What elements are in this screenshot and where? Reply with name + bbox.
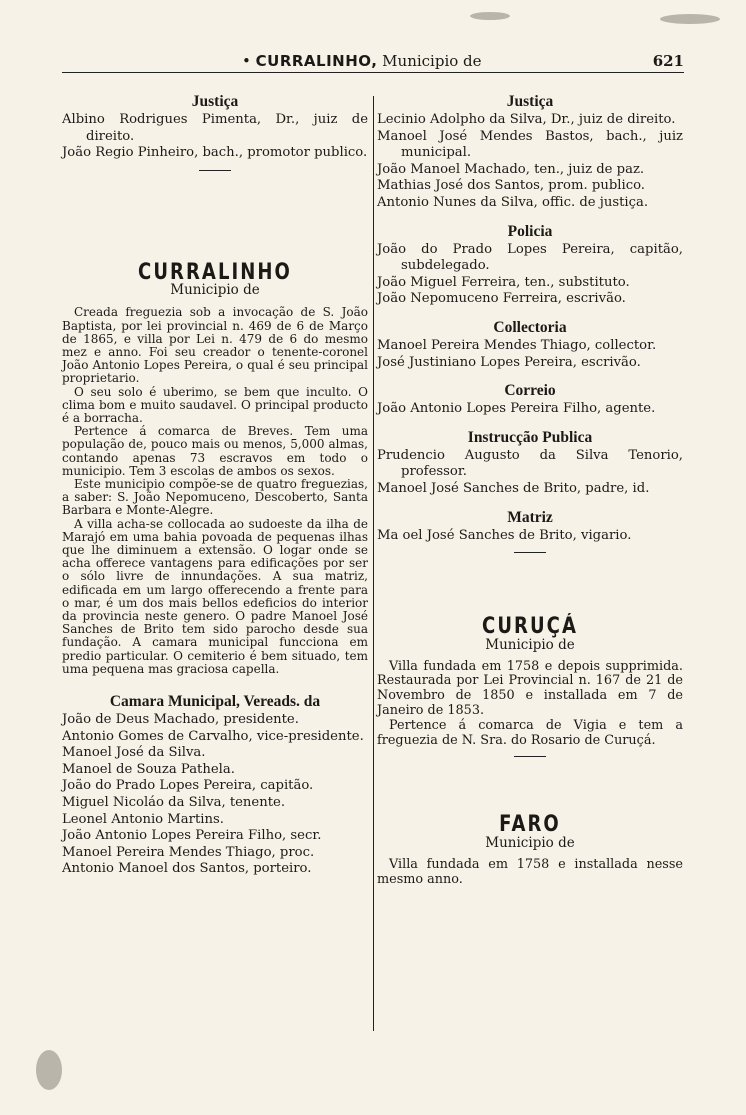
section-heading-collectoria: Collectoria — [493, 318, 567, 336]
paragraph: O seu solo é uberimo, se bem que inculto. O clima bom e muito saudavel. O principal producto é a borracha. — [62, 384, 368, 425]
list-item: Prudencio Augusto da Silva Tenorio, professor. — [377, 447, 683, 480]
paragraph: A villa acha-se collocada ao sudoeste da ilha de Marajó em uma bahia povoada de pequenas ilhas que lhe diminuem a extensão. O logar onde se acha offerece vantagens para edificações por ser o sólo livre de innundações. A sua matriz, edificada em um largo offerecendo a frente para o mar, é um dos mais bellos edeficios do interior da provincia neste genero. O padre Manoel José Sanches de Brito tem sido parocho desde sua fundação. A camara municipal funcciona em predio particular. O cemiterio é bem situado, tem uma pequena mas graciosa capella. — [62, 516, 368, 676]
list-item: Antonio Manoel dos Santos, porteiro. — [62, 861, 312, 877]
municipality-title-faro: FARO — [499, 812, 561, 838]
list-item: João Manoel Machado, ten., juiz de paz. — [377, 161, 645, 177]
list-item: João Regio Pinheiro, bach., promotor publico. — [62, 145, 368, 161]
paragraph: Creada freguezia sob a invocação de S. João Baptista, por lei provincial n. 469 de 6 de Março de 1865, e villa por Lei n. 479 de 6 do mesmo mez e anno. Foi seu creador o tenente-coronel João Antonio Lopes Pereira, o qual é seu principal proprietario. — [62, 305, 368, 386]
page-number: 621 — [652, 52, 684, 70]
list-item: Manoel de Souza Pathela. — [62, 761, 235, 777]
list-item: Lecinio Adolpho da Silva, Dr., juiz de direito. — [377, 112, 676, 127]
header-subtitle: Municipio de — [382, 52, 482, 70]
paragraph: Villa fundada em 1758 e installada nesse mesmo anno. — [377, 857, 683, 887]
list-item: João do Prado Lopes Pereira, capitão, subdelegado. — [377, 241, 683, 274]
ink-smudge-bottom-left — [36, 1050, 62, 1090]
divider — [514, 756, 546, 757]
section-heading-correio: Correio — [504, 382, 556, 400]
list-item: Manoel José Sanches de Brito, padre, id. — [377, 480, 650, 496]
municipality-subtitle: Municipio de — [170, 282, 260, 299]
ink-smudge-top-right — [660, 14, 720, 24]
page-header — [62, 50, 684, 73]
list-item: João de Deus Machado, presidente. — [62, 712, 299, 728]
list-item: João Nepomuceno Ferreira, escrivão. — [377, 291, 626, 307]
list-item: João Miguel Ferreira, ten., substituto. — [377, 274, 630, 290]
column-divider — [373, 96, 374, 1031]
list-item: João Antonio Lopes Pereira Filho, secr. — [62, 828, 322, 844]
paragraph: Pertence á comarca de Breves. Tem uma população de, pouco mais ou menos, 5,000 almas, contando apenas 73 escravos em todo o municipio. Tem 3 escolas de ambos os sexos. — [62, 424, 368, 478]
running-title: • CURRALINHO, Municipio de — [242, 52, 482, 70]
list-item: Antonio Nunes da Silva, offic. de justiça. — [377, 194, 649, 210]
divider — [199, 170, 231, 171]
paragraph: Pertence á comarca de Vigia e tem a freguezia de N. Sra. do Rosario de Curuçá. — [377, 717, 683, 748]
section-heading-policia: Policia — [507, 222, 553, 240]
list-item: Miguel Nicoláo da Silva, tenente. — [62, 795, 286, 811]
list-item: Mathias José dos Santos, prom. publico. — [377, 178, 645, 194]
left-column — [62, 92, 368, 878]
divider — [514, 552, 546, 553]
section-heading-instruccao: Instrucção Publica — [467, 428, 593, 446]
list-item: João do Prado Lopes Pereira, capitão. — [62, 778, 314, 794]
list-item: Leonel Antonio Martins. — [62, 811, 224, 827]
paragraph: Este municipio compõe-se de quatro freguezias, a saber: S. João Nepomuceno, Descoberto, Santa Barbara e Monte-Alegre. — [62, 477, 368, 518]
municipality-title-curralinho: CURRALINHO — [138, 259, 292, 285]
list-item: Albino Rodrigues Pimenta, Dr., juiz de direito. — [62, 112, 368, 144]
paragraph: Villa fundada em 1758 e depois supprimida. Restaurada por Lei Provincial n. 167 de 21 de Novembro de 1850 e installada em 7 de Janeiro de 1853. — [377, 658, 683, 719]
section-heading-matriz: Matriz — [507, 508, 553, 526]
municipality-subtitle: Municipio de — [485, 636, 575, 653]
list-item: Manoel José da Silva. — [62, 745, 206, 761]
list-item: João Antonio Lopes Pereira Filho, agente. — [377, 401, 656, 417]
section-heading-justica-left: Justiça — [191, 93, 239, 110]
list-item: Antonio Gomes de Carvalho, vice-presidente. — [62, 728, 364, 744]
municipality-title-curuca: CURUÇÁ — [482, 614, 578, 640]
list-item: Manoel José Mendes Bastos, bach., juiz municipal. — [377, 128, 683, 161]
list-item: Ma oel José Sanches de Brito, vigario. — [377, 527, 632, 543]
list-item: Manoel Pereira Mendes Thiago, collector. — [377, 337, 657, 353]
right-column — [377, 92, 683, 888]
header-title: CURRALINHO, — [255, 52, 378, 70]
list-item: Manoel Pereira Mendes Thiago, proc. — [62, 844, 315, 860]
list-item: José Justiniano Lopes Pereira, escrivão. — [377, 354, 641, 370]
ink-smudge-top — [470, 12, 510, 20]
municipality-subtitle: Municipio de — [485, 835, 575, 852]
section-heading-camara: Camara Municipal, Vereads. da — [109, 693, 321, 711]
section-heading-justica-right: Justiça — [506, 93, 554, 110]
